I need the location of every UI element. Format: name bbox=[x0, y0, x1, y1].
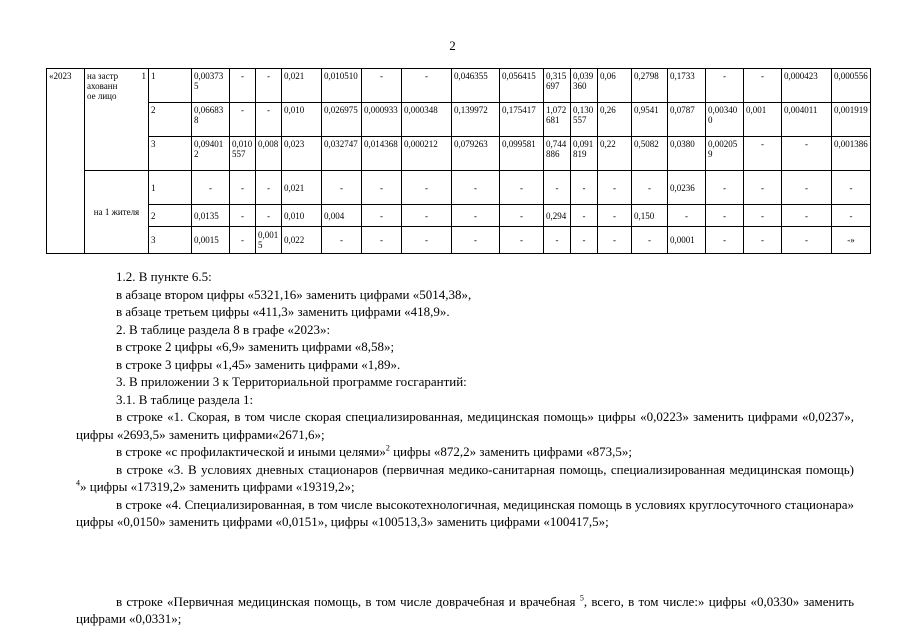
table-cell: - bbox=[362, 171, 402, 205]
line-row-3: в строке 3 цифры «1,45» заменить цифрами «1,89». bbox=[116, 356, 401, 372]
table-cell: - bbox=[452, 205, 500, 227]
table-cell: - bbox=[500, 227, 544, 254]
table-cell: 0,0380 bbox=[668, 137, 706, 171]
table-cell: - bbox=[632, 171, 668, 205]
table-cell: -» bbox=[832, 227, 871, 254]
table-cell: 0,139972 bbox=[452, 103, 500, 137]
table-cell: 0,150 bbox=[632, 205, 668, 227]
amendment-table bbox=[46, 68, 871, 254]
table-cell: 0,175417 bbox=[500, 103, 544, 137]
table-cell: - bbox=[230, 227, 256, 254]
table-cell: 0,010557 bbox=[230, 137, 256, 171]
table-cell: 0,000423 bbox=[782, 69, 832, 103]
table-cell: - bbox=[256, 103, 282, 137]
table-cell: 0,0001 bbox=[668, 227, 706, 254]
table-cell: - bbox=[571, 171, 598, 205]
table-cell: 0,26 bbox=[598, 103, 632, 137]
row-number-cell: 1 bbox=[149, 171, 192, 205]
row-number-cell: 2 bbox=[149, 103, 192, 137]
table-cell: - bbox=[192, 171, 230, 205]
table-cell: 0,001919 bbox=[832, 103, 871, 137]
table-cell: - bbox=[500, 205, 544, 227]
table-row bbox=[47, 205, 871, 227]
table-cell: - bbox=[322, 227, 362, 254]
table-cell: 0,004011 bbox=[782, 103, 832, 137]
table-cell: 0,066838 bbox=[192, 103, 230, 137]
table-cell: 0,294 bbox=[544, 205, 571, 227]
row-number-cell: 3 bbox=[149, 137, 192, 171]
table-cell: 0,000348 bbox=[402, 103, 452, 137]
table-cell: 0,021 bbox=[282, 171, 322, 205]
table-cell: - bbox=[230, 103, 256, 137]
table-cell: - bbox=[706, 227, 744, 254]
table-cell: 0,056415 bbox=[500, 69, 544, 103]
amendment-text bbox=[76, 268, 854, 628]
table-cell: 0,099581 bbox=[500, 137, 544, 171]
table-cell: 0,001386 bbox=[832, 137, 871, 171]
line-preventive: в строке «с профилактической и иными целями»$^2$ цифры «872,2» заменить цифрами «873,5»; bbox=[116, 443, 632, 459]
table-cell: - bbox=[744, 69, 782, 103]
row-number-cell: 1 bbox=[149, 69, 192, 103]
table-cell: - bbox=[744, 227, 782, 254]
table-cell: - bbox=[362, 227, 402, 254]
table-cell: - bbox=[632, 227, 668, 254]
table-cell: 0,022 bbox=[282, 227, 322, 254]
table-cell: - bbox=[544, 171, 571, 205]
table-cell: 0,06 bbox=[598, 69, 632, 103]
table-cell: - bbox=[230, 171, 256, 205]
table-cell: 0,032747 bbox=[322, 137, 362, 171]
table-cell: - bbox=[256, 171, 282, 205]
table-cell: - bbox=[782, 137, 832, 171]
table-row bbox=[47, 171, 871, 205]
table-row bbox=[47, 69, 871, 103]
table-cell: 0,2798 bbox=[632, 69, 668, 103]
table-cell: 0,0015 bbox=[256, 227, 282, 254]
table-cell: 0,021 bbox=[282, 69, 322, 103]
page-number: 2 bbox=[449, 38, 456, 53]
table-cell: 0,0236 bbox=[668, 171, 706, 205]
table-cell: - bbox=[706, 171, 744, 205]
line-paragraph-3: в абзаце третьем цифры «411,3» заменить цифрами «418,9». bbox=[116, 304, 450, 319]
table-cell: 0,008 bbox=[256, 137, 282, 171]
table-cell: 0,046355 bbox=[452, 69, 500, 103]
table-cell: 0,000556 bbox=[832, 69, 871, 103]
line-day-hospitals: в строке «3. В условиях дневных стационаров (первичная медико-санитарная помощь, специализированная медицинская помощь) $^4$» цифры «17319,2» заменить цифрами «19319,2»; bbox=[76, 461, 854, 494]
line-1-2: 1.2. В пункте 6.5: bbox=[116, 269, 212, 284]
table-cell: - bbox=[402, 69, 452, 103]
table-cell: 0,039360 bbox=[571, 69, 598, 103]
table-cell: 0,003735 bbox=[192, 69, 230, 103]
table-cell: - bbox=[402, 205, 452, 227]
table-cell: - bbox=[598, 227, 632, 254]
line-section-2: 2. В таблице раздела 8 в графе «2023»: bbox=[116, 321, 331, 337]
table-cell: - bbox=[782, 171, 832, 205]
table-cell: - bbox=[256, 69, 282, 103]
line-specialized-care: в строке «4. Специализированная, в том числе высокотехнологичная, медицинская помощь в условиях круглосуточного стационара» цифры «0,0150» заменить цифрами «0,0151», цифры «100513,3» заменить цифрами «100417,5»; bbox=[76, 496, 854, 529]
table-cell: 0,026975 bbox=[322, 103, 362, 137]
table-cell: 0,004 bbox=[322, 205, 362, 227]
table-cell: - bbox=[500, 171, 544, 205]
line-paragraph-2: в абзаце втором цифры «5321,16» заменить цифрами «5014,38», bbox=[116, 286, 472, 302]
table-cell: - bbox=[744, 171, 782, 205]
table-cell: 0,0787 bbox=[668, 103, 706, 137]
table-cell: - bbox=[598, 205, 632, 227]
table-cell: - bbox=[832, 171, 871, 205]
table-cell: 0,079263 bbox=[452, 137, 500, 171]
table-cell: - bbox=[832, 205, 871, 227]
table-row bbox=[47, 103, 871, 137]
table-cell: 0,002059 bbox=[706, 137, 744, 171]
table-cell: - bbox=[230, 205, 256, 227]
table-cell: - bbox=[571, 205, 598, 227]
group-marker: 1 bbox=[123, 69, 149, 171]
table-cell: 0,014368 bbox=[362, 137, 402, 171]
table-cell: - bbox=[544, 227, 571, 254]
table-cell: 0,094012 bbox=[192, 137, 230, 171]
table-cell: - bbox=[571, 227, 598, 254]
table-cell: 0,010510 bbox=[322, 69, 362, 103]
table-cell: - bbox=[668, 205, 706, 227]
table-cell: 0,000212 bbox=[402, 137, 452, 171]
table-cell: - bbox=[362, 69, 402, 103]
table-cell: - bbox=[362, 205, 402, 227]
table-cell: 0,000933 bbox=[362, 103, 402, 137]
table-cell: - bbox=[744, 137, 782, 171]
table-row bbox=[47, 227, 871, 254]
table-cell: - bbox=[782, 205, 832, 227]
table-cell: 0,1733 bbox=[668, 69, 706, 103]
table-cell: - bbox=[402, 227, 452, 254]
table-row bbox=[47, 137, 871, 171]
table-cell: 0,0015 bbox=[192, 227, 230, 254]
table-cell: - bbox=[230, 69, 256, 103]
table-cell: 0,023 bbox=[282, 137, 322, 171]
table-cell: 0,5082 bbox=[632, 137, 668, 171]
table-cell: - bbox=[744, 205, 782, 227]
row-number-cell: 2 bbox=[149, 205, 192, 227]
table-cell: 0,091819 bbox=[571, 137, 598, 171]
year-cell: «2023 bbox=[47, 69, 85, 254]
table-cell: 0,315697 bbox=[544, 69, 571, 103]
group-insured-person: на застрахованное лицо bbox=[85, 69, 123, 171]
table-cell: 0,0135 bbox=[192, 205, 230, 227]
table-cell: - bbox=[452, 171, 500, 205]
line-section-3: 3. В приложении 3 к Территориальной программе госгарантий: bbox=[116, 374, 467, 389]
table-cell: 0,010 bbox=[282, 103, 322, 137]
table-cell: 0,9541 bbox=[632, 103, 668, 137]
line-primary-care: в строке «Первичная медицинская помощь, в том числе доврачебная и врачебная $^5$, всего, в том числе:» цифры «0,0330» заменить цифрами «0,0331»; bbox=[76, 593, 855, 626]
table-cell: - bbox=[598, 171, 632, 205]
table-cell: - bbox=[782, 227, 832, 254]
row-number-cell: 3 bbox=[149, 227, 192, 254]
table-cell: - bbox=[322, 171, 362, 205]
table-cell: 0,744886 bbox=[544, 137, 571, 171]
line-row-2: в строке 2 цифры «6,9» заменить цифрами «8,58»; bbox=[116, 339, 395, 354]
table-cell: 0,001 bbox=[744, 103, 782, 137]
table-cell: - bbox=[706, 69, 744, 103]
line-emergency-care: в строке «1. Скорая, в том числе скорая специализированная, медицинская помощь» цифры «0,0223» заменить цифрами «0,0237», цифры «2693,5» заменить цифрами«2671,6»; bbox=[76, 409, 854, 442]
table-cell: 1,072681 bbox=[544, 103, 571, 137]
table-cell: - bbox=[402, 171, 452, 205]
line-3-1: 3.1. В таблице раздела 1: bbox=[116, 391, 254, 407]
table-cell: - bbox=[452, 227, 500, 254]
table-cell: 0,010 bbox=[282, 205, 322, 227]
table-cell: - bbox=[256, 205, 282, 227]
table-cell: 0,003400 bbox=[706, 103, 744, 137]
table-cell: - bbox=[706, 205, 744, 227]
table-cell: 0,130557 bbox=[571, 103, 598, 137]
group-per-resident: на 1 жителя bbox=[85, 171, 149, 254]
table-cell: 0,22 bbox=[598, 137, 632, 171]
